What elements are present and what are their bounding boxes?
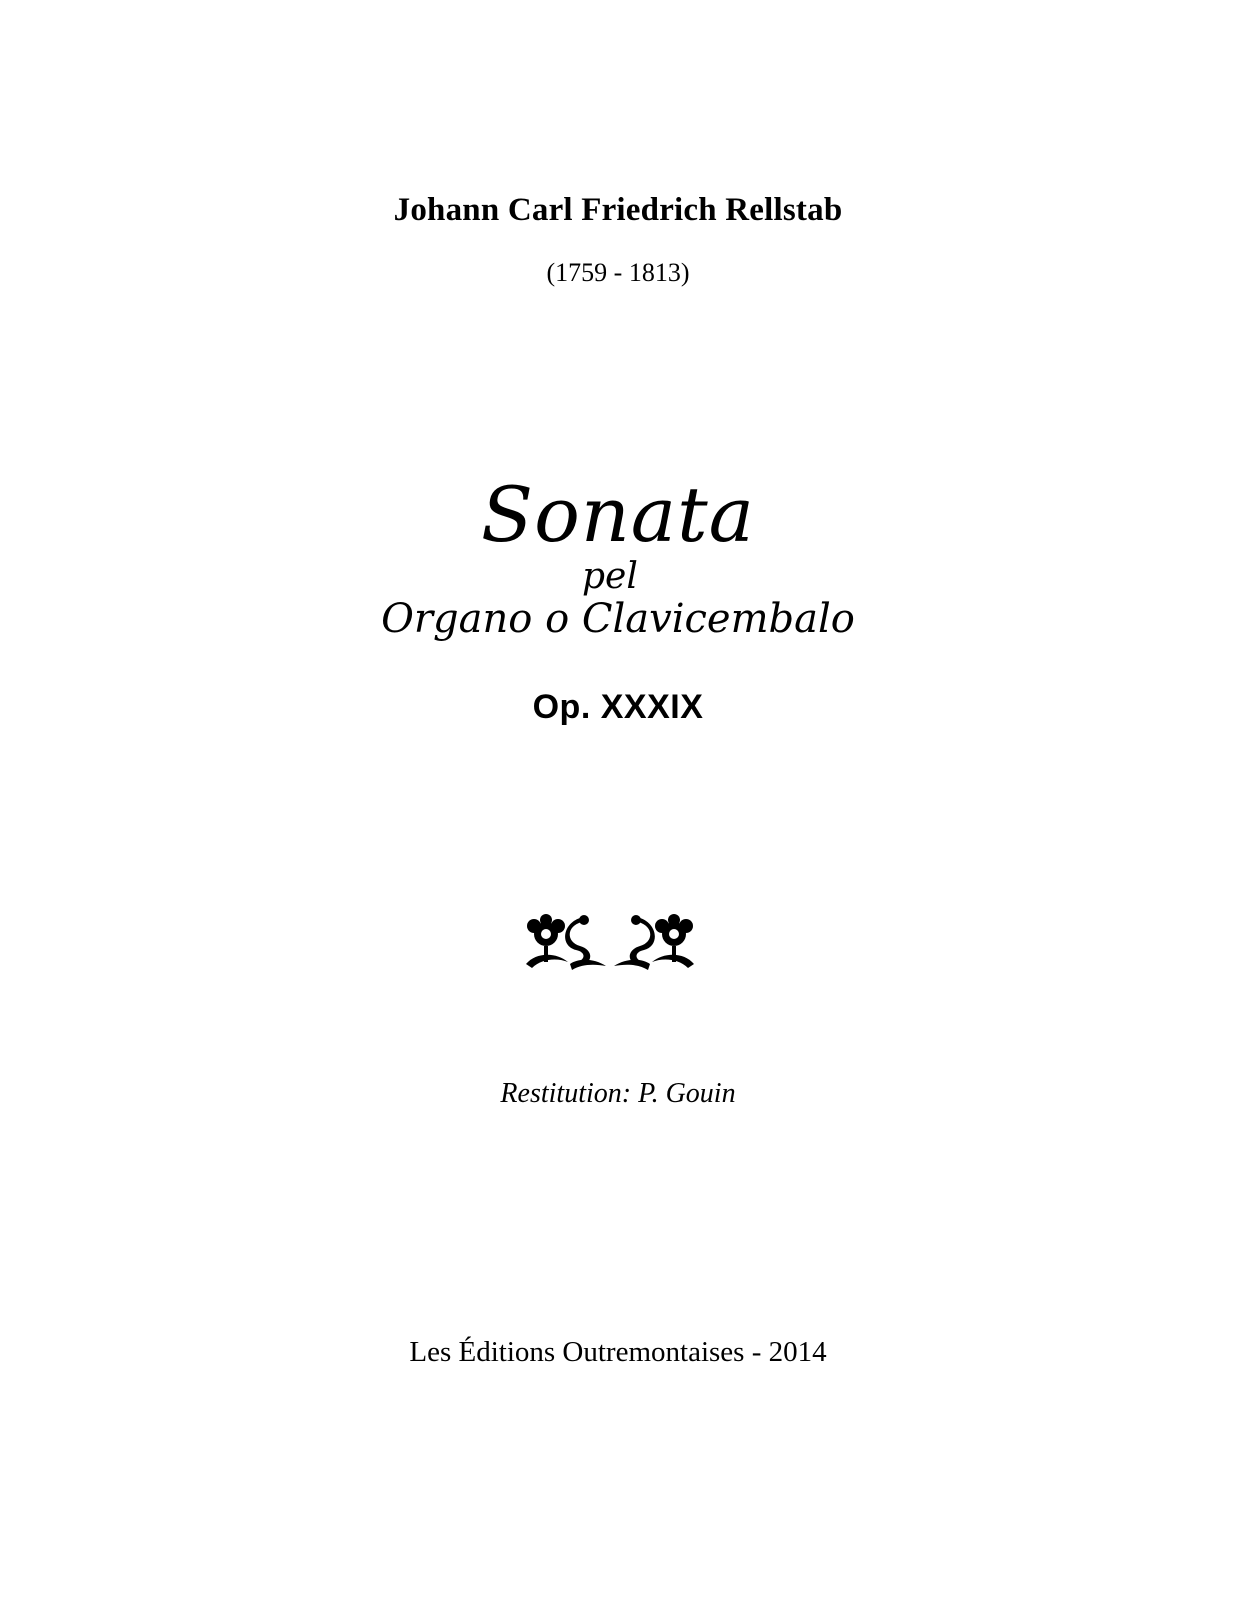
opus-number: Op. XXXIX bbox=[532, 688, 704, 726]
work-title: Sonata bbox=[481, 470, 755, 559]
publisher-line: Les Éditions Outremontaises - 2014 bbox=[409, 1336, 827, 1368]
restitution-credit: Restitution: P. Gouin bbox=[500, 1078, 736, 1109]
floral-fleuron-icon bbox=[522, 912, 698, 972]
work-title-instruments: Organo o Clavicembalo bbox=[381, 596, 855, 642]
composer-name: Johann Carl Friedrich Rellstab bbox=[393, 192, 843, 228]
composer-life-dates: (1759 - 1813) bbox=[546, 258, 690, 287]
work-title-preposition: pel bbox=[582, 556, 638, 597]
